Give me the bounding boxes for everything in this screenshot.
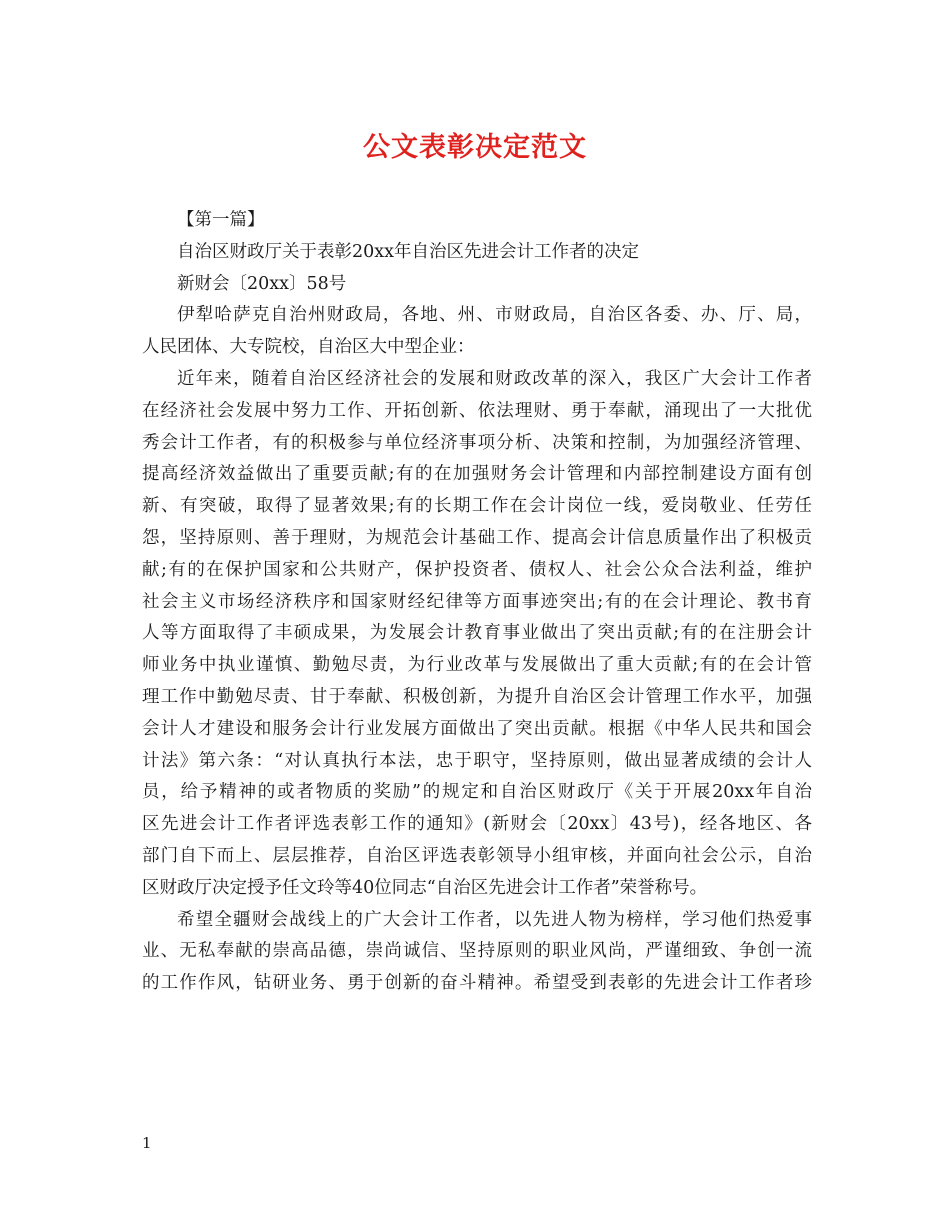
document-number: 新财会〔20xx〕58号 bbox=[177, 273, 347, 294]
section-label: 【第一篇】 bbox=[177, 210, 265, 230]
document-title: 公文表彰决定范文 bbox=[363, 132, 587, 163]
body-line: 员，给予精神的或者物质的奖励”的规定和自治区财政厅《关于开展20xx年自治 bbox=[142, 782, 812, 803]
body-line: 计法》第六条：“对认真执行本法，忠于职守，坚持原则，做出显著成绩的会计人 bbox=[142, 750, 812, 771]
body-line: 在经济社会发展中努力工作、开拓创新、依法理财、勇于奉献，涌现出了一大批优 bbox=[142, 400, 812, 421]
body-line: 部门自下而上、层层推荐，自治区评选表彰领导小组审核，并面向社会公示，自治 bbox=[142, 845, 812, 866]
body-line: 新、有突破，取得了显著效果;有的长期工作在会计岗位一线，爱岗敬业、任劳任 bbox=[142, 496, 812, 517]
body-line: 提高经济效益做出了重要贡献;有的在加强财务会计管理和内部控制建设方面有创 bbox=[142, 464, 812, 485]
body-line: 献;有的在保护国家和公共财产，保护投资者、债权人、社会公众合法利益，维护 bbox=[142, 559, 812, 580]
body-line: 的工作作风，钻研业务、勇于创新的奋斗精神。希望受到表彰的先进会计工作者珍 bbox=[142, 973, 812, 994]
body-line: 希望全疆财会战线上的广大会计工作者，以先进人物为榜样，学习他们热爱事 bbox=[177, 909, 812, 930]
addressee-line: 人民团体、大专院校，自治区大中型企业： bbox=[142, 337, 475, 358]
body-line: 师业务中执业谨慎、勤勉尽责，为行业改革与发展做出了重大贡献;有的在会计管 bbox=[142, 655, 812, 676]
page-number: 1 bbox=[142, 1134, 152, 1152]
body-line: 社会主义市场经济秩序和国家财经纪律等方面事迹突出;有的在会计理论、教书育 bbox=[142, 591, 812, 612]
decision-title: 自治区财政厅关于表彰20xx年自治区先进会计工作者的决定 bbox=[177, 241, 640, 262]
body-line: 会计人才建设和服务会计行业发展方面做出了突出贡献。根据《中华人民共和国会 bbox=[142, 718, 812, 739]
body-line: 人等方面取得了丰硕成果，为发展会计教育事业做出了突出贡献;有的在注册会计 bbox=[142, 623, 812, 644]
addressee-line: 伊犁哈萨克自治州财政局，各地、州、市财政局，自治区各委、办、厅、局， bbox=[177, 305, 812, 326]
body-line: 区财政厅决定授予任文玲等40位同志“自治区先进会计工作者”荣誉称号。 bbox=[142, 877, 708, 898]
body-line: 怨，坚持原则、善于理财，为规范会计基础工作、提高会计信息质量作出了积极贡 bbox=[142, 527, 812, 548]
body-line: 秀会计工作者，有的积极参与单位经济事项分析、决策和控制，为加强经济管理、 bbox=[142, 432, 812, 453]
body-line: 近年来，随着自治区经济社会的发展和财政改革的深入，我区广大会计工作者 bbox=[177, 368, 812, 389]
document-body bbox=[142, 205, 812, 1000]
body-line: 区先进会计工作者评选表彰工作的通知》(新财会〔20xx〕43号)，经各地区、各 bbox=[142, 814, 812, 835]
body-line: 业、无私奉献的崇高品德，崇尚诚信、坚持原则的职业风尚，严谨细致、争创一流 bbox=[142, 941, 812, 962]
body-line: 理工作中勤勉尽责、甘于奉献、积极创新，为提升自治区会计管理工作水平，加强 bbox=[142, 686, 812, 707]
